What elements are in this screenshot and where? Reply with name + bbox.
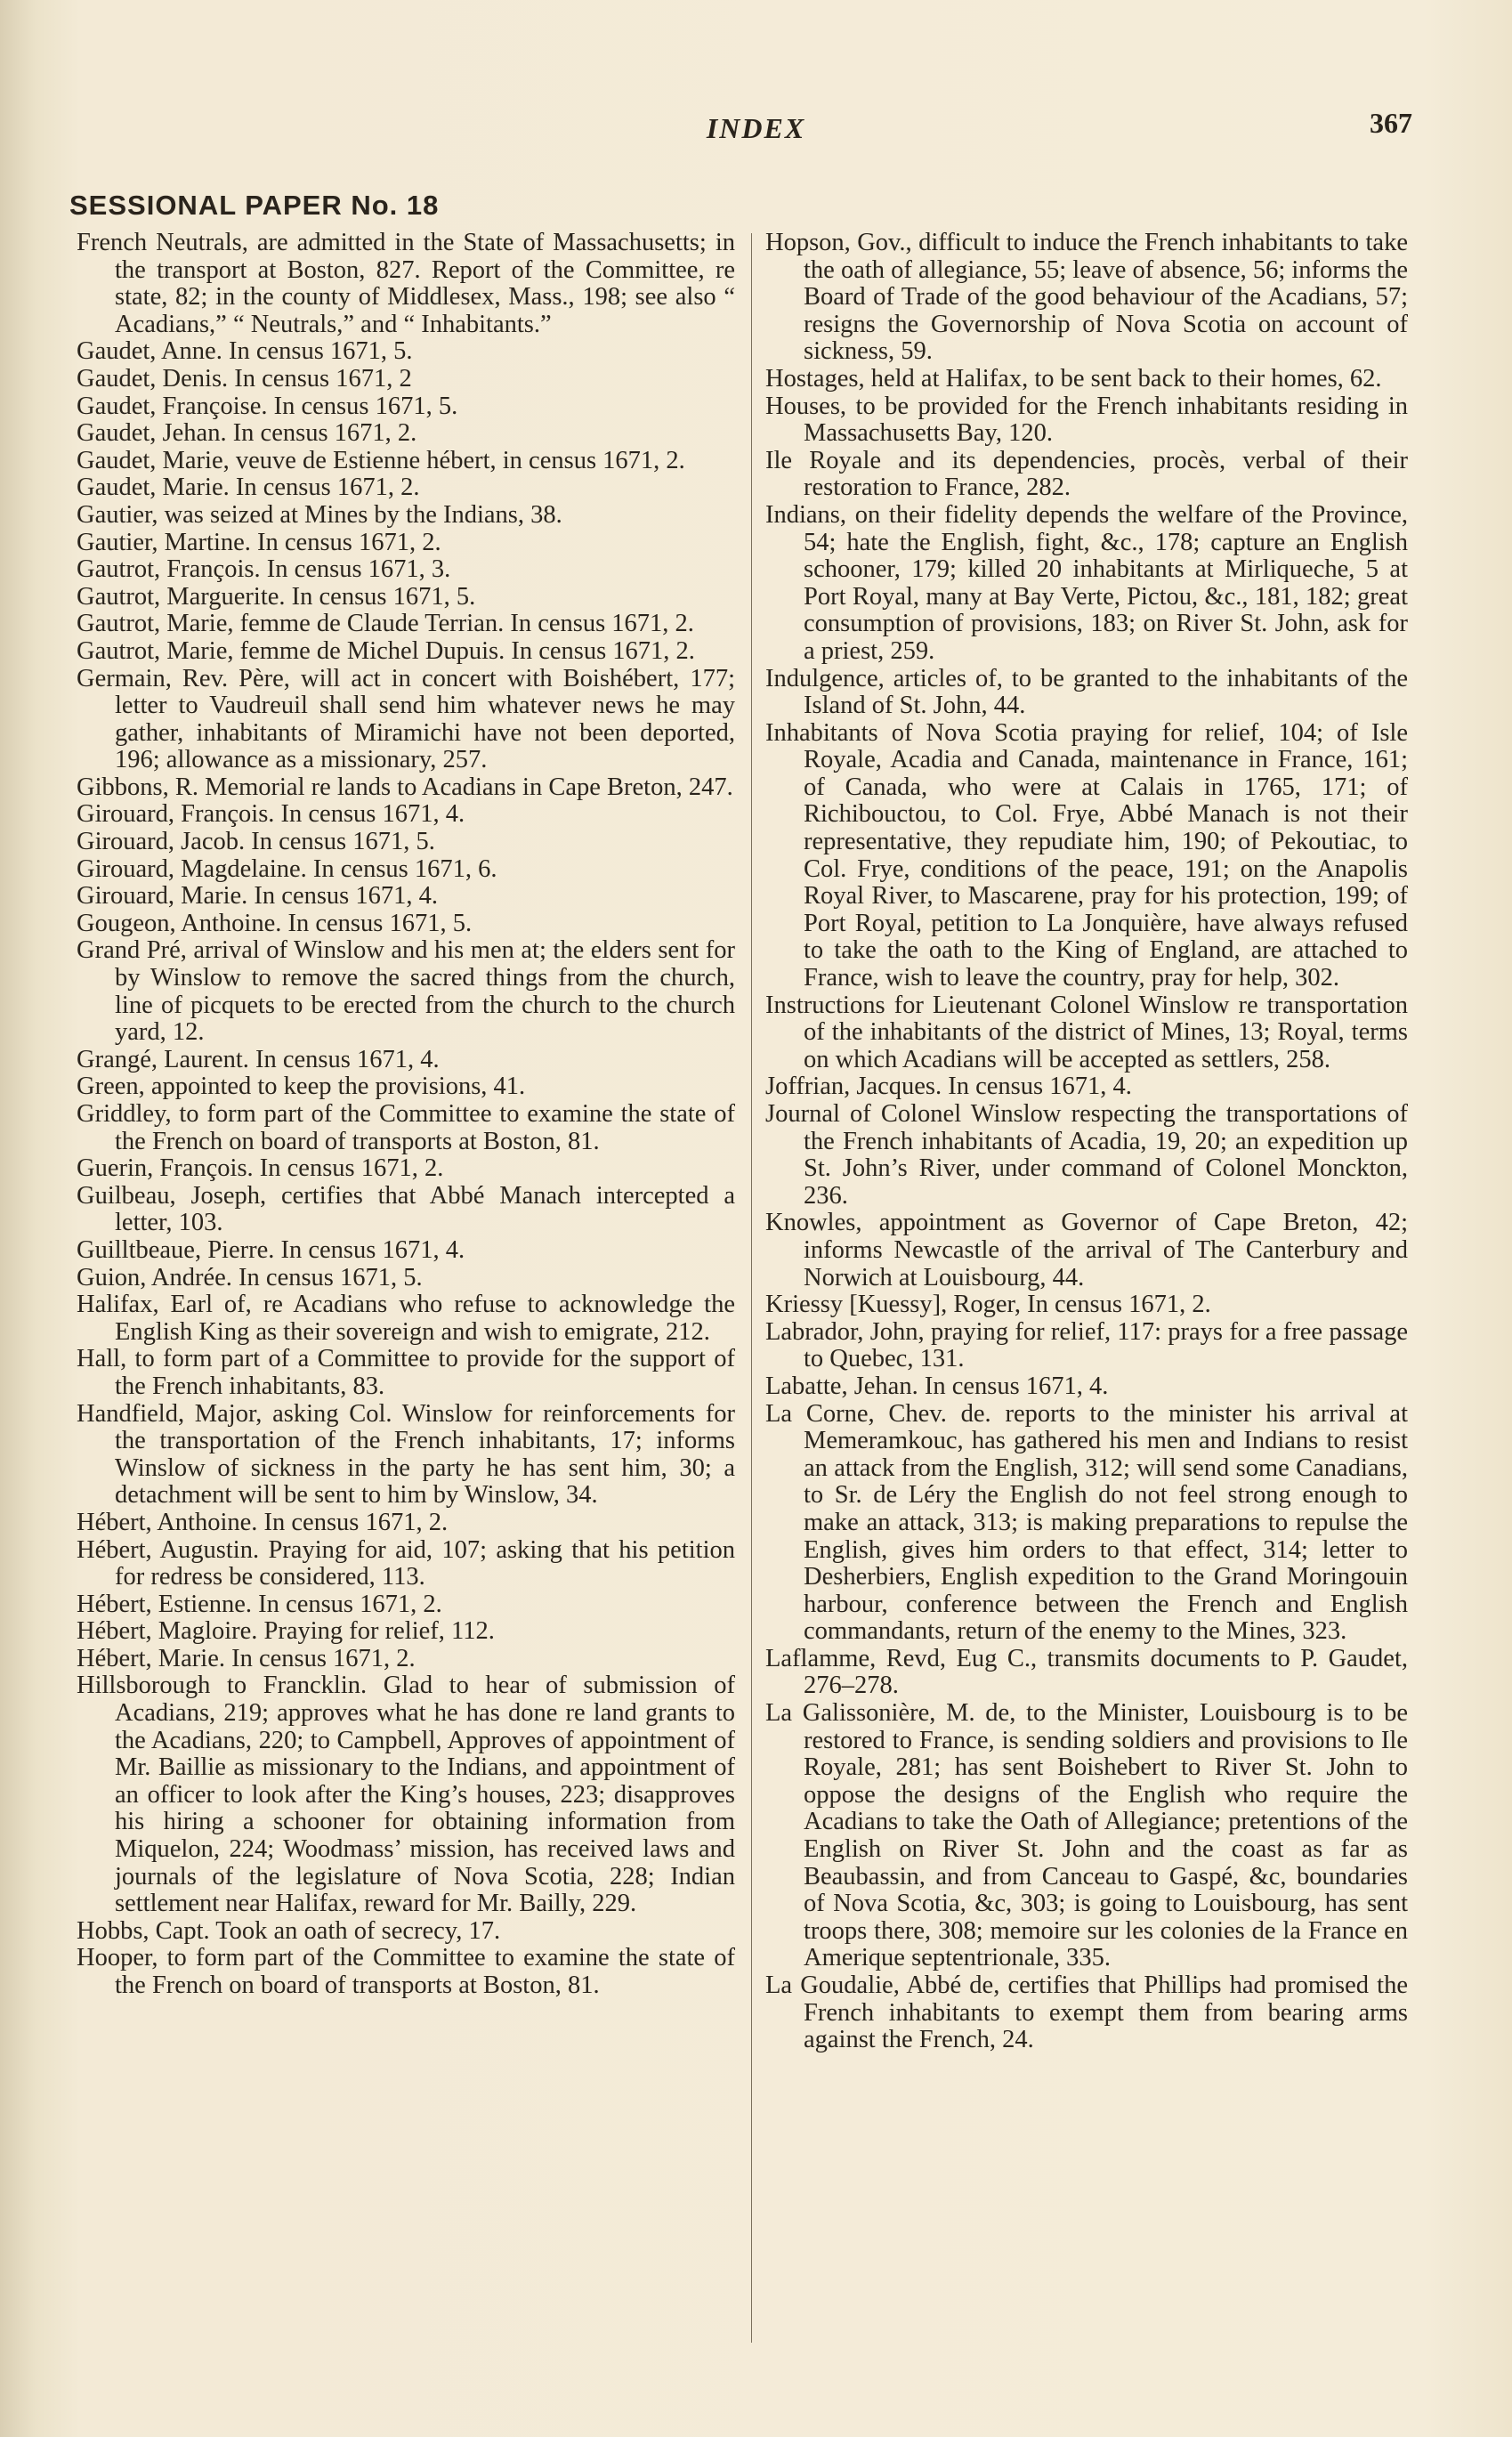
index-entry: Indians, on their fidelity depends the welfare of the Province, 54; hate the English, fight, &c., 178; capture an English schooner, 179; killed 20 inhabitants at Mirliqueche, 5 at Port Royal, many at Bay Verte, Pictou, &c., 181, 182; great consumption of provisions, 183; on River St. John, ask for a priest, 259.: [765, 500, 1408, 665]
index-entry: Hébert, Anthoine. In census 1671, 2.: [77, 1508, 449, 1536]
page-title: INDEX: [706, 112, 806, 144]
index-entry: Gougeon, Anthoine. In census 1671, 5.: [77, 909, 473, 937]
index-entry: Hooper, to form part of the Committee to examine the state of the French on board of transports at Boston, 81.: [77, 1944, 735, 1999]
index-column-left: [77, 230, 735, 2000]
index-entry: Labatte, Jehan. In census 1671, 4.: [765, 1372, 1109, 1400]
index-entry: La Goudalie, Abbé de, certifies that Phillips had promised the French inhabitants to exempt them from bearing arms against the French, 24.: [765, 1971, 1408, 2054]
index-entry: Gautier, was seized at Mines by the Indians, 38.: [77, 500, 562, 529]
index-entry: Hillsborough to Francklin. Glad to hear of submission of Acadians, 219; approves what he has done re land grants to the Acadians, 220; to Campbell, Approves of appointment of Mr. Baillie as missionary to the Indians, and appointment of an officer to look after the King’s houses, 223; disapproves his hiring a schooner for obtaining information from Miquelon, 224; Woodmass’ mission, has received laws and journals of the legislature of Nova Scotia, 228; Indian settlement near Halifax, reward for Mr. Bailly, 229.: [77, 1672, 735, 1918]
index-entry: Gautier, Martine. In census 1671, 2.: [77, 528, 441, 556]
index-entry: Laflamme, Revd, Eug C., transmits documents to P. Gaudet, 276–278.: [765, 1644, 1408, 1700]
page-number: 367: [1370, 107, 1412, 139]
index-entry: Girouard, François. In census 1671, 4.: [77, 800, 465, 829]
index-entry: Hobbs, Capt. Took an oath of secrecy, 17.: [77, 1916, 501, 1945]
index-entry: Labrador, John, praying for relief, 117: prays for a free passage to Quebec, 131.: [765, 1317, 1408, 1373]
index-entry: Inhabitants of Nova Scotia praying for relief, 104; of Isle Royale, Acadia and Canada, maintenance in France, 161; of Canada, who were at Calais in 1765, 171; of Richibouctou, to Col. Frye, Abbé Manach is not their representative, they repudiate him, 190; of Pekoutiac, to Col. Frye, conditions of the peace, 191; on the Anapolis Royal River, to Mascarene, pray for his protection, 199; of Port Royal, petition to La Jonquière, have always refused to take the oath to the King of England, are attached to France, wish to leave the country, pray for help, 302.: [765, 718, 1408, 992]
index-entry: Gaudet, Anne. In census 1671, 5.: [77, 337, 413, 366]
index-entry: Grangé, Laurent. In census 1671, 4.: [77, 1045, 440, 1073]
index-entry: Girouard, Magdelaine. In census 1671, 6.: [77, 854, 497, 883]
index-entry: Gaudet, Marie. In census 1671, 2.: [77, 474, 420, 502]
index-entry: Guerin, François. In census 1671, 2.: [77, 1154, 444, 1183]
index-entry: Gautrot, François. In census 1671, 3.: [77, 555, 451, 584]
index-entry: Girouard, Marie. In census 1671, 4.: [77, 882, 439, 911]
index-entry: Instructions for Lieutenant Colonel Winslow re transportation of the inhabitants of the district of Mines, 13; Royal, terms on which Acadians will be accepted as settlers, 258.: [765, 991, 1408, 1073]
index-entry: Journal of Colonel Winslow respecting the transportations of the French inhabitants of Acadia, 19, 20; an expedition up St. John’s River, under command of Colonel Monckton, 236.: [765, 1100, 1408, 1210]
index-entry: Hébert, Estienne. In census 1671, 2.: [77, 1590, 442, 1618]
index-entry: Hébert, Magloire. Praying for relief, 112.: [77, 1617, 495, 1646]
index-entry: Hostages, held at Halifax, to be sent back to their homes, 62.: [765, 364, 1382, 393]
index-entry: Grand Pré, arrival of Winslow and his men at; the elders sent for by Winslow to remove the sacred things from the church, line of picquets to be erected from the church to the church yard, 12.: [77, 936, 735, 1047]
index-entry: Indulgence, articles of, to be granted to the inhabitants of the Island of St. John, 44.: [765, 664, 1408, 720]
index-entry: Hébert, Marie. In census 1671, 2.: [77, 1644, 416, 1672]
index-entry: Gaudet, Jehan. In census 1671, 2.: [77, 419, 417, 448]
index-entry: La Corne, Chev. de. reports to the minister his arrival at Memeramkouc, has gathered his men and Indians to resist an attack from the English, 312; will send some Canadians, to Sr. de Léry the English do not feel strong enough to make an attack, 313; is making preparations to repulse the English, gives him orders to that effect, 314; letter to Desherbiers, English expedition to the Grand Moringouin harbour, conference between the French and English commandants, return of the enemy to the Mines, 323.: [765, 1399, 1408, 1646]
index-entry: Knowles, appointment as Governor of Cape Breton, 42; informs Newcastle of the arrival of The Canterbury and Norwich at Louisbourg, 44.: [765, 1209, 1408, 1291]
index-entry: Gautrot, Marie, femme de Claude Terrian. In census 1671, 2.: [77, 610, 694, 638]
index-entry: Gaudet, Marie, veuve de Estienne hébert, in census 1671, 2.: [77, 446, 685, 474]
index-entry: Griddley, to form part of the Committee to examine the state of the French on board of transports at Boston, 81.: [77, 1100, 735, 1155]
index-entry: Germain, Rev. Père, will act in concert with Boishébert, 177; letter to Vaudreuil shall send him whatever news he may gather, inhabitants of Miramichi have not been deported, 196; allowance as a missionary, 257.: [77, 664, 735, 774]
index-entry: Gibbons, R. Memorial re lands to Acadians in Cape Breton, 247.: [77, 773, 733, 801]
index-entry: Kriessy [Kuessy], Roger, In census 1671, 2.: [765, 1291, 1211, 1319]
column-divider: [751, 233, 752, 2343]
index-entry: Green, appointed to keep the provisions, 41.: [77, 1073, 526, 1101]
index-entry: Hébert, Augustin. Praying for aid, 107; asking that his petition for redress be considered, 113.: [77, 1535, 735, 1591]
index-entry: Halifax, Earl of, re Acadians who refuse to acknowledge the English King as their sovereign and wish to emigrate, 212.: [77, 1291, 735, 1346]
index-entry: Joffrian, Jacques. In census 1671, 4.: [765, 1073, 1132, 1101]
index-entry: Handfield, Major, asking Col. Winslow for reinforcements for the transportation of the French inhabitants, 17; informs Winslow of sickness in the party he has sent him, 30; a detachment will be sent to him by Winslow, 34.: [77, 1399, 735, 1510]
index-entry: Ile Royale and its dependencies, procès, verbal of their restoration to France, 282.: [765, 446, 1408, 502]
index-entry: Guilbeau, Joseph, certifies that Abbé Manach intercepted a letter, 103.: [77, 1181, 735, 1237]
sessional-paper-label: SESSIONAL PAPER No. 18: [69, 190, 440, 221]
index-entry: Gautrot, Marie, femme de Michel Dupuis. In census 1671, 2.: [77, 636, 695, 665]
index-entry: Guion, Andrée. In census 1671, 5.: [77, 1263, 423, 1291]
index-entry: Gaudet, Denis. In census 1671, 2: [77, 364, 412, 393]
index-entry: French Neutrals, are admitted in the State of Massachusetts; in the transport at Boston, 827. Report of the Committee, re state, 82; in the county of Middlesex, Mass., 198; see also “ Acadians,” “ Neutrals,” and “ Inhabitants.”: [77, 229, 735, 338]
index-entry: La Galissonière, M. de, to the Minister, Louisbourg is to be restored to France, is sending soldiers and provisions to Ile Royale, 281; has sent Boishebert to River St. John to oppose the designs of the English who require the Acadians to take the Oath of Allegiance; pretentions of the English on River St. John and the coast as far as Beaubassin, and from Canceau to Gaspé, &c, boundaries of Nova Scotia, &c, 303; is going to Louisbourg, has sent troops there, 308; memoire sur les colonies de la France en Amerique septentrionale, 335.: [765, 1699, 1408, 1972]
index-entry: Gautrot, Marguerite. In census 1671, 5.: [77, 582, 476, 611]
index-entry: Hall, to form part of a Committee to provide for the support of the French inhabitants, 83.: [77, 1345, 735, 1400]
index-entry: Guilltbeaue, Pierre. In census 1671, 4.: [77, 1235, 465, 1264]
index-entry: Houses, to be provided for the French inhabitants residing in Massachusetts Bay, 120.: [765, 392, 1408, 448]
index-column-right: [765, 230, 1408, 2054]
index-entry: Hopson, Gov., difficult to induce the French inhabitants to take the oath of allegiance, 55; leave of absence, 56; informs the Board of Trade of the good behaviour of the Acadians, 57; resigns the Governorship of Nova Scotia on account of sickness, 59.: [765, 229, 1408, 366]
index-entry: Gaudet, Françoise. In census 1671, 5.: [77, 392, 458, 420]
index-entry: Girouard, Jacob. In census 1671, 5.: [77, 828, 435, 856]
